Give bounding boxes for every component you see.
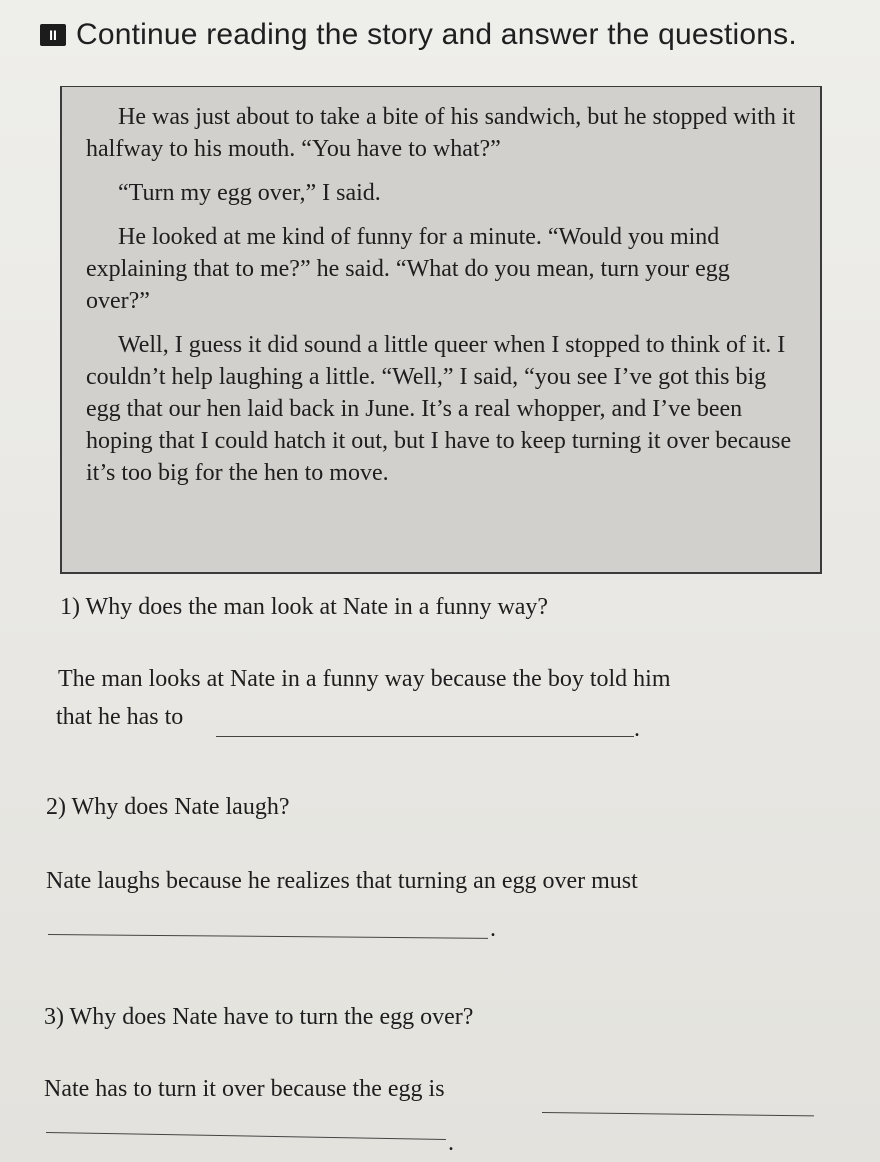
story-passage-box — [60, 86, 822, 574]
passage-paragraph-4: Well, I guess it did sound a little queer when I stopped to think of it. I couldn’t help laughing a little. “Well,” I said, “you see I’ve got this big egg that our hen laid back in June. It’s a real whopper, and I’ve been hoping that I could hatch it out, but I have to keep turning it over because it’s too big for the hen to move. — [86, 332, 792, 486]
answer-2-prompt: Nate laughs because he realizes that turning an egg over must — [46, 868, 638, 894]
instructions: Continue reading the story and answer the questions. — [76, 18, 797, 51]
answer-3-period: . — [448, 1130, 454, 1156]
question-3: 3) Why does Nate have to turn the egg over? — [44, 1004, 474, 1030]
passage-paragraph-2: “Turn my egg over,” I said. — [118, 180, 381, 206]
answer-1-period: . — [634, 716, 640, 742]
answer-1-prompt: The man looks at Nate in a funny way because the boy told him — [58, 666, 671, 692]
section-number-badge: II — [40, 24, 66, 46]
section-header — [40, 18, 840, 52]
answer-3-prompt: Nate has to turn it over because the egg is — [44, 1076, 445, 1102]
answer-3-blank-part-1[interactable] — [542, 1112, 814, 1116]
answer-3-blank-part-2[interactable] — [46, 1132, 446, 1140]
passage-paragraph-3: He looked at me kind of funny for a minute. “Would you mind explaining that to me?” he said. “What do you mean, turn your egg over?” — [86, 224, 730, 314]
question-1: 1) Why does the man look at Nate in a funny way? — [60, 594, 549, 620]
answer-1-prompt-continued: that he has to — [56, 704, 184, 730]
answer-1-blank[interactable] — [216, 736, 634, 737]
question-2: 2) Why does Nate laugh? — [46, 794, 290, 820]
answer-2-period: . — [490, 916, 496, 942]
answer-2-blank[interactable] — [48, 934, 488, 939]
passage-paragraph-1: He was just about to take a bite of his sandwich, but he stopped with it halfway to his mouth. “You have to what?” — [86, 104, 796, 162]
